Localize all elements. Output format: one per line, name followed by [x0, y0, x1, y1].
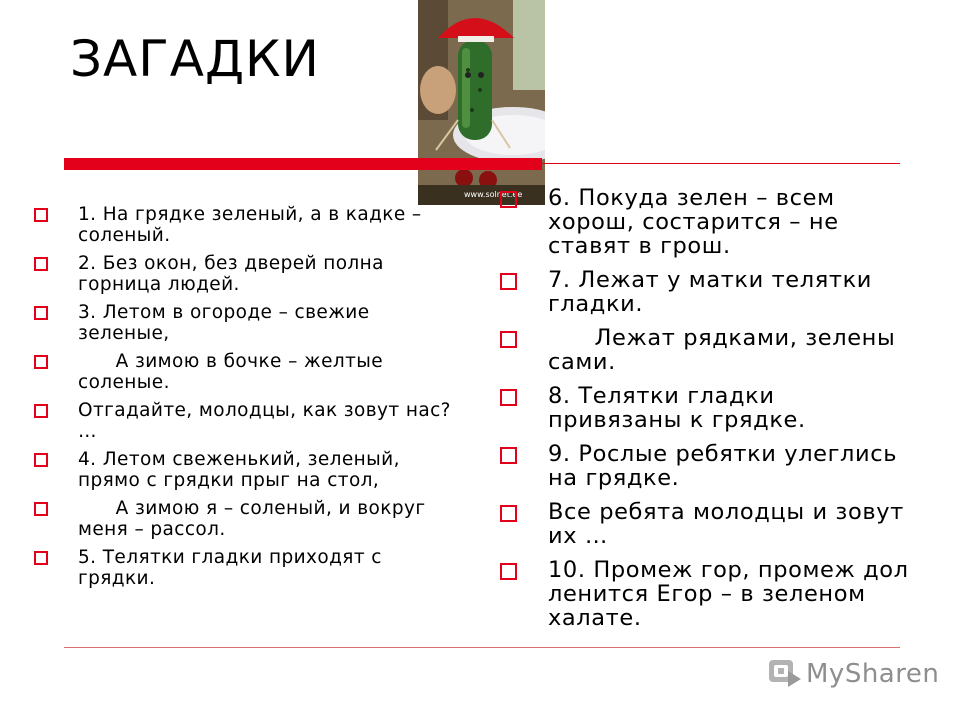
list-item-text: 6. Покуда зелен – всем хорош, состарится – не ставят в грош.	[548, 185, 839, 259]
list-item-text: 8. Телятки гладки привязаны к грядке.	[548, 383, 806, 433]
logo-text: MySharen	[806, 659, 940, 689]
mysharen-logo[interactable]	[768, 656, 939, 692]
list-item	[34, 351, 464, 393]
square-bullet-icon	[34, 404, 48, 418]
square-bullet-icon	[500, 389, 517, 406]
title-accent-bar	[64, 158, 542, 170]
list-item-text: 4. Летом свеженький, зеленый, прямо с грядки прыг на стол,	[78, 449, 400, 491]
list-item	[34, 204, 464, 246]
list-item	[500, 268, 910, 316]
list-item	[34, 400, 464, 442]
list-item	[34, 498, 464, 540]
list-item-text: Лежат рядками, зелены сами.	[548, 325, 896, 375]
list-item-text: Все ребята молодцы и зовут их …	[548, 499, 904, 549]
top-divider	[542, 163, 900, 164]
list-item	[500, 326, 910, 374]
square-bullet-icon	[34, 306, 48, 320]
list-item	[500, 558, 910, 630]
list-item-text: 7. Лежат у матки телятки гладки.	[548, 267, 872, 317]
riddles-right-list	[500, 186, 910, 640]
list-item	[34, 547, 464, 589]
square-bullet-icon	[34, 551, 48, 565]
square-bullet-icon	[500, 273, 517, 290]
list-item	[500, 500, 910, 548]
list-item-text: А зимою в бочке – желтые соленые.	[78, 351, 384, 393]
square-bullet-icon	[34, 502, 48, 516]
list-item-text: 10. Промеж гор, промеж дол ленится Егор – в зеленом халате.	[548, 557, 909, 631]
photo-watermark: www.solnet.ee	[464, 190, 523, 199]
slide-title: ЗАГАДКИ	[70, 30, 320, 88]
square-bullet-icon	[34, 257, 48, 271]
list-item-text: 1. На грядке зеленый, а в кадке – соленый.	[78, 204, 422, 246]
list-item-text: 2. Без окон, без дверей полна горница людей.	[78, 253, 384, 295]
list-item-text: Отгадайте, молодцы, как зовут нас? …	[78, 400, 451, 442]
logo-mark-icon	[768, 659, 802, 689]
square-bullet-icon	[34, 355, 48, 369]
list-item	[500, 384, 910, 432]
square-bullet-icon	[500, 447, 517, 464]
list-item-text: 3. Летом в огороде – свежие зеленые,	[78, 302, 370, 344]
list-item-text: 5. Телятки гладки приходят с грядки.	[78, 547, 382, 589]
square-bullet-icon	[500, 331, 517, 348]
list-item	[500, 442, 910, 490]
list-item-text: А зимою я – соленый, и вокруг меня – рассол.	[78, 498, 426, 540]
photo-illustration	[418, 0, 545, 205]
riddles-left-list	[34, 204, 464, 596]
list-item	[34, 449, 464, 491]
square-bullet-icon	[500, 505, 517, 522]
square-bullet-icon	[34, 453, 48, 467]
cucumber-mushroom-photo	[418, 0, 545, 205]
square-bullet-icon	[500, 191, 517, 208]
list-item-text: 9. Рослые ребятки улеглись на грядке.	[548, 441, 898, 491]
list-item	[34, 302, 464, 344]
list-item	[500, 186, 910, 258]
bottom-divider	[64, 647, 900, 648]
square-bullet-icon	[500, 563, 517, 580]
list-item	[34, 253, 464, 295]
square-bullet-icon	[34, 208, 48, 222]
